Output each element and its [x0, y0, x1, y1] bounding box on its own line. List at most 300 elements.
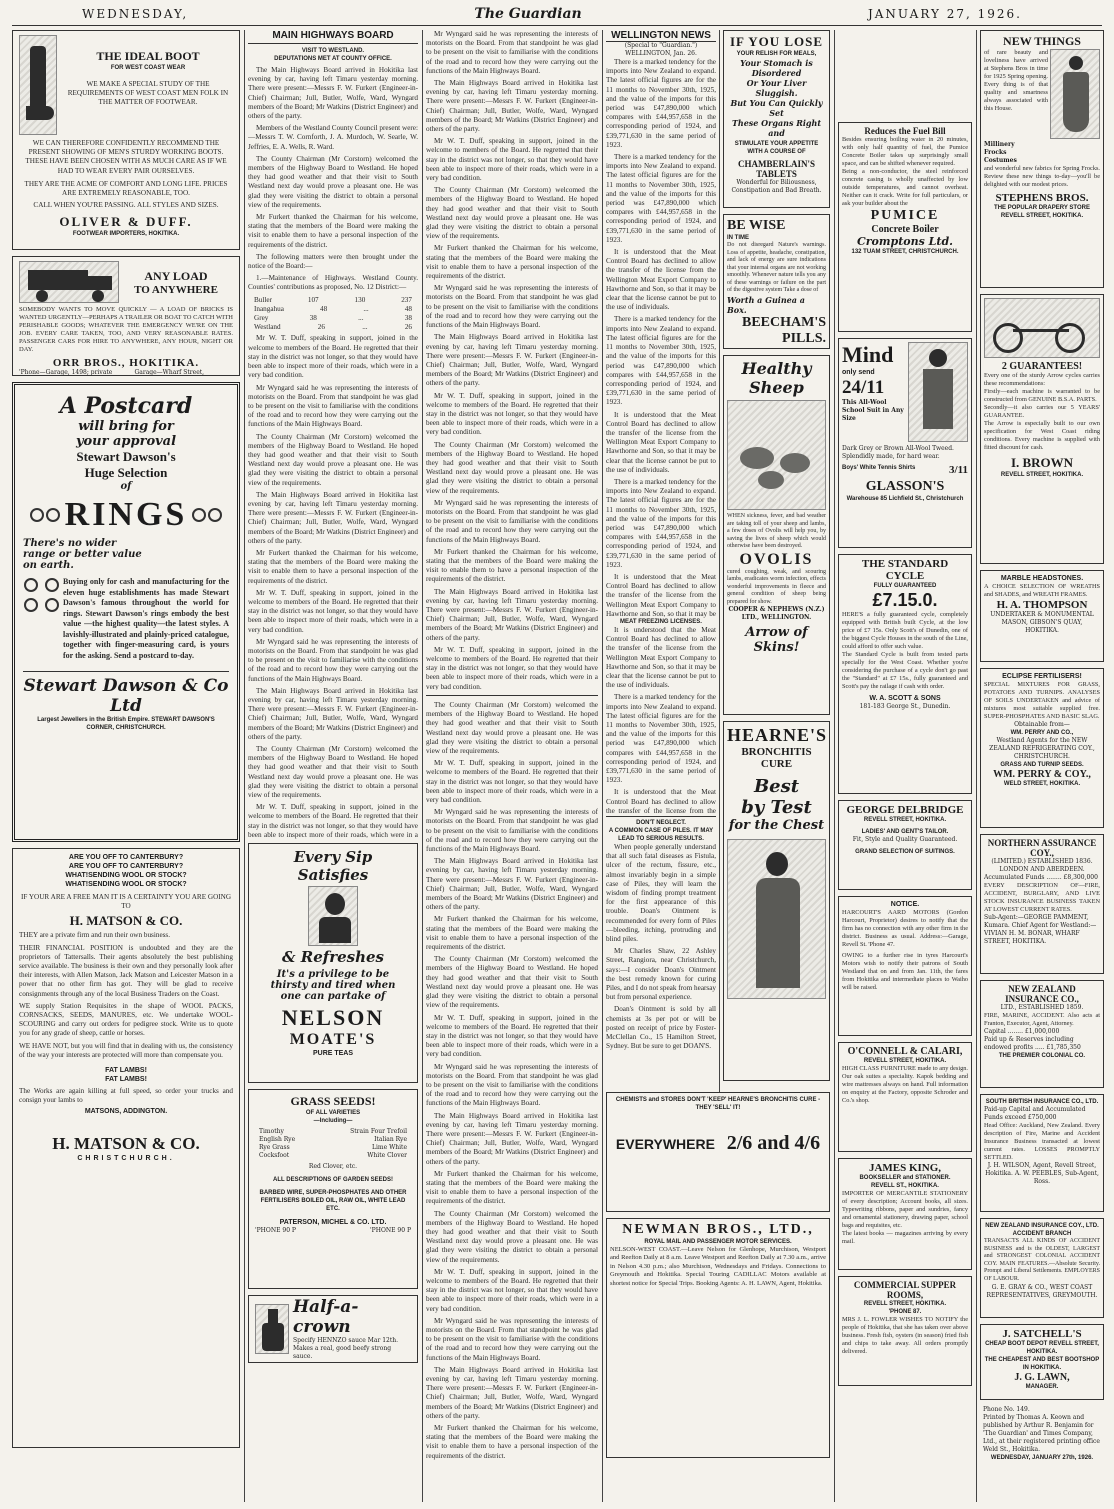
hearnes-ad [723, 721, 830, 1081]
stewart-dawson-logo: Stewart Dawson & Co Ltd [23, 671, 229, 716]
list-item: Cocksfoot [259, 1152, 290, 1160]
nelson-line-2: Satisfies [297, 866, 369, 885]
matson-firm: H. MATSON & CO. [69, 913, 183, 929]
highways-heading: MAIN HIGHWAYS BOARD [248, 30, 418, 44]
cromptons-addr: 132 TUAM STREET, CHRISTCHURCH. [851, 249, 959, 255]
ring-icon [192, 508, 206, 522]
satchell-mgr: MANAGER. [1025, 1384, 1059, 1390]
masthead-day: WEDNESDAY, [82, 7, 189, 21]
column-rule [244, 30, 245, 1502]
ovolis-brand: OVOLIS [739, 550, 814, 568]
arrow-para: Firstly—each machine is warranted to be constructed from GENUINE B.S.A. PARTS. [984, 388, 1100, 403]
thompson-sub: UNDERTAKER & MONUMENTAL MASON, GIBSON'S QUAY, HOKITIKA. [990, 611, 1094, 634]
hearnes-bottom [606, 1092, 830, 1212]
delbridge-addr: REVELL STREET, HOKITIKA. [863, 817, 947, 823]
northern-heading: NORTHERN ASSURANCE COY., [987, 838, 1097, 858]
list-item: Rye Grass [259, 1144, 290, 1152]
notices-ad [838, 896, 972, 1036]
glassons-body: This All-Wool School Suit in Any Size [842, 399, 904, 422]
highways-para: Mr Wyngard said he was representing the interests of motorists on the Board. From that standpoint he was glad to be present on the visit to familiarise with the conditions of the road and to record how they were carrying out the functions of the Main Highways Board. [426, 284, 598, 330]
highways-para: Mr Wyngard said he was representing the interests of motorists on the Board. From that standpoint he was glad to be present on the visit to familiarise with the conditions of the road and to record how they were carrying out the functions of the Main Highways Board. [426, 1316, 598, 1362]
brown-firm: I. BROWN [1010, 455, 1074, 470]
oliver-duff-sub: FOOTWEAR IMPORTERS, HOKITIKA. [72, 231, 180, 238]
ovolis-ad [723, 355, 830, 715]
highways-para: Mr Wyngard said he was representing the interests of motorists on the Board. From that standpoint he was glad to be present on the visit to familiarise with the conditions of the road and to record how they were carrying out the functions of the Main Highways Board. [426, 808, 598, 854]
ovolis-body: WHEN sickness, fever, and bad weather are taking toll of your sheep and lambs, a few doses of Ovolis will help you, by saving the lives of sheep which would otherwise have been destroyed. [727, 513, 826, 549]
satchell-body: THE CHEAPEST AND BEST BOOTSHOP IN HOKITIKA. [984, 1357, 1100, 1371]
table-row: Grey 38 ... 38 [254, 314, 412, 323]
oconnell-sub: REVELL STREET, HOKITIKA. [863, 1058, 947, 1064]
ideal-boot-subtitle: FOR WEST COAST WEAR [110, 65, 186, 71]
wellington-para: It is understood that the Meat Control Board has declined to allow the transfer of the license from the Wellington Meat Export Company to Hawthorne and Son, so that it may be clear that the license cannot be put to the use of individuals. [606, 248, 716, 312]
matson-lead: IF YOUR ARE A FREE MAN IT IS A CERTAINTY YOU ARE GOING TO [20, 893, 232, 911]
nelson-brand: NELSON [281, 1005, 385, 1031]
glassons-firm: GLASSON'S [865, 479, 945, 494]
standard-guaranteed: FULLY GUARANTEED [873, 583, 937, 589]
oconnell-ad [838, 1042, 972, 1152]
northern-agent: Sub-Agent:—GEORGE PAMMENT, Kumara. Chief Agent for Westland:—VIVIAN H. M. BONAR, WHARF STREET, HOKITIKA. [984, 914, 1097, 945]
notice-body: HARCOURT'S AARD MOTORS (Gordon Harcourt, Proprietor) desires to notify that the firm has no connection with any other firm in the district. Business as usual. Address:—Garage, Revell St. 'Phone 47. [842, 909, 968, 948]
highways-para: The following matters were then brought under the notice of the Board:— [248, 252, 418, 271]
sheep-illustration [727, 400, 826, 510]
any-load-ad [12, 256, 240, 376]
grass-title: GRASS SEEDS! [290, 1094, 376, 1109]
oliver-duff-name: OLIVER & DUFF. [59, 214, 193, 230]
sd-line-6: of [120, 481, 132, 492]
list-item: English Rye [259, 1136, 296, 1144]
sd-foot: Largest Jewellers in the British Empire. STEWART DAWSON'S CORNER, CHRISTCHURCH. [37, 717, 215, 731]
oconnell-body: HIGH CLASS FURNITURE made to any design. Our oak suites a speciality. Kapok bedding and wire mattresses always on hand. Full information on enquiry at the Factory, opposite Schroder and Co.'s shop. [842, 1065, 968, 1104]
halfcrown-brand: Half-a-crown [293, 1297, 359, 1338]
sd-line-5: Huge Selection [84, 465, 168, 480]
newman-body: NELSON-WEST COAST.—Leave Nelson for Glenhope, Murchison, Westport and Reefton Daily at 8 a.m. Leave Westport and Reefton Daily at 7.30 a.m., arrive in Nelson 4.30 p.m.; also Murchison, Wednesdays and Fridays. Connections to Greymouth and Hokitika. Special Touring CADILLAC Motors available at shortest notice for Special Trips. Booking Agents: A. H. LAWN, Agent, Hokitika. [610, 1246, 826, 1287]
highways-para: Mr Wyngard said he was representing the interests of motorists on the Board. From that standpoint he was glad to be present on the visit to familiarise with the conditions of the road and to record how they were carrying out the functions of the Main Highways Board. [426, 30, 598, 75]
nzi-capital: Capital ........ £1,000,000 [984, 1028, 1060, 1035]
wellington-para: There is a marked tendency for the imports into New Zealand to expand. The latest official figures are for the 11 months to November 30th, 1925, and the value of the imports for this period was £47,890,000 which compares with £44,957,658 in the corresponding period of 1924, and £39,771,630 in the same period of 1923. [606, 477, 716, 569]
any-load-title: ANY LOAD [144, 268, 208, 283]
eclipse-body: SPECIAL MIXTURES FOR GRASS, POTATOES AND TURNIPS. ANALYSES OF SOILS UNDERTAKEN and advice of mixtures most suitable supplied free. SUPER-PHOSPHATES AND BASIC SLAG. [984, 681, 1100, 720]
beechams-title: BE WISE [727, 218, 786, 233]
northern-london: LONDON AND ABERDEEN. [999, 866, 1085, 873]
matson-city: CHRISTCHURCH. [77, 1155, 175, 1163]
cham-line-5: But You Can Quickly Set [730, 98, 823, 118]
standard-heading: THE STANDARD [861, 558, 949, 570]
thompson-body: A CHOICE SELECTION OF WREATHS and SHADES, and WREATH FRAMES. [984, 583, 1100, 598]
orr-bros-name: ORR BROS., HOKITIKA. [52, 357, 200, 369]
hearnes-bottom-text: CHEMISTS and STORES DON'T 'KEEP' HEARNE'S BRONCHITIS CURE - THEY 'SELL' IT! [615, 1097, 821, 1111]
newman-ad [606, 1218, 830, 1458]
arrow-para: Secondly—it also carries our 5 YEARS' GUARANTEE. [984, 404, 1100, 419]
thompson-heading: MARBLE HEADSTONES. [1000, 575, 1084, 582]
beechams-ad [723, 214, 830, 349]
grass-more: BARBED WIRE, SUPER-PHOSPHATES AND OTHER FERTILISERS BOILED OIL, RAW OIL, WHITE LEAD ETC. [259, 1190, 407, 1213]
table-row: Buller 107 130 237 [254, 295, 412, 304]
highways-para: The County Chairman (Mr Corstorn) welcomed the members of the Highway Board to Westland. He hoped they had good weather and that their visit to South Westland next day would prove a pleasant one. He was glad they were visiting the district to obtain a personal view of the requirements. [426, 440, 598, 495]
sd-line-3: your approval [75, 434, 177, 449]
highways-para: The Main Highways Board arrived in Hokitika last evening by car, having left Timaru yesterday morning. There were present:—Messrs F. W. Furkert (Engineer-in-Chief) Chairman; Jull, Butler, Wolfe, Ward, Wyngard members of the Board; Mr Watkins (District Engineer) and others of the party. [248, 66, 418, 121]
matson-cta: WE supply Station Requisites in the shape of WOOL PACKS, CORNSACKS, SEEDS, MANURES, etc. We undertake WOOL-SCOURING and carry out orders for pedigree stock. Write us to quote you for any grade of sheep, cattle or horses. [19, 1001, 233, 1038]
sd-body: Buying only for cash and manufacturing for the eleven huge establishments has made Stewart Dawson's famous throughout the world for rings. Stewart Dawson's rings embody the best value —the highest quality—the latest styles. A lavishly-illustrated and plainly-priced catalogue, together with finger-measuring card, is yours for the asking. Send a postcard to-day. [63, 577, 229, 660]
list-item: Italian Rye [374, 1136, 407, 1144]
king-heading: JAMES KING, [868, 1162, 942, 1174]
column-3 [426, 30, 598, 1504]
matson-notice: WE HAVE NOT, but you will find that in dealing with us, the consistency of the way your interests are protected will more than compensate you. [19, 1041, 233, 1059]
ring-icon [46, 508, 60, 522]
wellington-para: There is a marked tendency for the imports into New Zealand to expand. The latest official figures are for the 11 months to November 30th, 1925, and the value of the imports for this period was £47,890,000 which compares with £44,957,658 in the corresponding period of 1924, and £39,771,630 in the same period of 1923. [606, 153, 716, 244]
delbridge-heading: GEORGE DELBRIDGE [846, 804, 964, 816]
james-king-ad [838, 1158, 972, 1270]
doans-para: Mr Charles Shaw, 22 Ashley Street, Rangiora, near Christchurch, says:—I consider Doan's Ointment the best remedy known for curing Piles, and I do not speak from hearsay but from personal experience. [606, 947, 716, 1002]
cham-line-4: Or Your Liver Sluggish. [746, 78, 807, 98]
new-things-body: of rare beauty and loveliness have arrived at Stephens Bros in time for 1925 Spring opening. Every thing is of that quality and smartness always associated with this House. [984, 49, 1048, 112]
eclipse-heading: ECLIPSE FERTILISERS! [1002, 673, 1082, 680]
cham-foot: Wonderful for Biliousness, Constipation and Bad Breath. [731, 179, 822, 194]
matson-q3: WHAT!SENDING WOOL OR STOCK? [65, 872, 187, 879]
notice-body-2: OWING to a further rise in tyres Harcourt's Motors wish to notify their patrons of South Westland that on and from Jan. 11th, the fares from Hokitika and intermediate places to Waiho will be raised. [842, 952, 968, 991]
highways-para: The County Chairman (Mr Corstorn) welcomed the members of the Highway Board to Westland. He hoped they had good weather and that their visit to South Westland next day would prove a pleasant one. He was glad they were visiting the district to obtain a personal view of the requirements. [426, 701, 598, 756]
any-load-title-2: TO ANYWHERE [134, 283, 218, 296]
highways-para: Mr Furkert thanked the Chairman for his welcome, stating that the members of the Board were making the visit to enable them to have a personal inspection of the requirements of the district. [426, 244, 598, 281]
ideal-boot-title: THE IDEAL BOOT [96, 49, 200, 63]
chamberlains-ad [723, 30, 830, 208]
list-item: Costumes [984, 157, 1017, 164]
boot-illustration [19, 35, 57, 135]
highways-para: Mr W. T. Duff, speaking in support, joined in the welcome to members of the Board. He regretted that their stay in the district was not longer, so that they would have been able to inspect more of their roads, which were in a very bad condition. [426, 759, 598, 805]
satchell-ad [980, 1324, 1104, 1400]
nzi-heading: NEW ZEALAND INSURANCE CO., [1005, 984, 1079, 1004]
list-item: Millinery [984, 141, 1015, 148]
cham-line-3: Your Stomach is Disordered [740, 58, 813, 78]
column-5 [838, 30, 972, 1504]
standard-heading-2: CYCLE [885, 570, 925, 582]
highways-para: The Main Highways Board arrived in Hokitika last evening by car, having left Timaru yesterday morning. There were present:—Messrs F. W. Furkert (Engineer-in-Chief) Chairman; Jull, Butler, Wolfe, Ward, Wyngard members of the Board; Mr Watkins (District Engineer) and others of the party. [426, 333, 598, 388]
sd-line-2: will bring for [78, 419, 174, 434]
arrow-para: The Arrow is especially built to our own specification for West Coast riding conditions. Every machine is supplied with fitted discount for cash. [984, 420, 1100, 451]
highways-para: Mr Wyngard said he was representing the interests of motorists on the Board. From that standpoint he was glad to be present on the visit to familiarise with the conditions of the road and to record how they were carrying out the functions of the Main Highways Board. [426, 1062, 598, 1108]
highways-para: The County Chairman (Mr Corstorn) welcomed the members of the Highway Board to Westland. He hoped they had good weather and that their visit to South Westland next day would prove a pleasant one. He was glad they were visiting the district to obtain a personal view of the requirements. [248, 154, 418, 209]
highways-para: Mr Wyngard said he was representing the interests of motorists on the Board. From that standpoint he was glad to be present on the visit to familiarise with the conditions of the road and to record how they were carrying out the functions of the Main Highways Board. [248, 637, 418, 683]
ovolis-title: Healthy Sheep [741, 359, 812, 397]
newman-sub: ROYAL MAIL AND PASSENGER MOTOR SERVICES. [644, 1239, 792, 1245]
highways-para: Mr Wyngard said he was representing the interests of motorists on the Board. From that standpoint he was glad to be present on the visit to familiarise with the conditions of the road and to record how they were carrying out the functions of the Main Highways Board. [426, 498, 598, 544]
ideal-boot-ad [12, 30, 240, 250]
highways-para: Mr Furkert thanked the Chairman for his welcome, stating that the members of the Board were making the visit to enable them to have a personal inspection of the requirements of the district. [248, 213, 418, 249]
commercial-body: MRS J. L. FOWLER WISHES TO NOTIFY the people of Hokitika, that she has taken over above business. Fresh fish, oysters (in season) fried fish and chips to take away. All orders promptly delivered. [842, 1316, 968, 1355]
glassons-mind: Mind [842, 342, 894, 367]
ring-icon [30, 508, 44, 522]
sb-body: Head Office: Auckland, New Zealand. Every description of Fire, Marine and Accident Insurance Business transacted at lowest current rates. LOSSES PROMPTLY SETTLED. [984, 1122, 1100, 1161]
hearnes-line-4: by Test [741, 797, 812, 818]
boy-illustration [908, 342, 968, 442]
stewart-dawson-ad [12, 382, 240, 842]
doans-para: Doan's Ointment is sold by all chemists at 3s per pot or will be posted on receipt of price by Foster-McClellan Co., 15 Hamilton Street, Sydney. But be sure to get DOAN'S. [606, 1005, 716, 1051]
brown-addr: REVELL STREET, HOKITIKA. [1000, 472, 1084, 478]
glassons-ad [838, 338, 972, 548]
column-1 [12, 30, 240, 1504]
delbridge-trade: LADIES' AND GENT'S TAILOR. [861, 829, 949, 835]
paterson-phone-1: 'PHONE 90 P [255, 1227, 296, 1235]
list-item: Frocks [984, 149, 1007, 156]
highways-para: Mr Furkert thanked the Chairman for his welcome, stating that the members of the Board were making the visit to enable them to have a personal inspection of the requirements of the district. [426, 915, 598, 952]
nz-insurance-ad [980, 980, 1104, 1088]
sb-capital: Paid-up Capital and Accumulated Funds exceed £750,000 [984, 1106, 1086, 1121]
delbridge-selection: GRAND SELECTION OF SUITINGS. [855, 849, 955, 855]
hearnes-everywhere: EVERYWHERE [615, 1135, 715, 1152]
glassons-price: 24/11 [842, 377, 885, 398]
column-rule [834, 30, 835, 1502]
ring-icon [208, 508, 222, 522]
delbridge-fit: Fit, Style and Quality Guaranteed. [852, 836, 958, 843]
new-things-ad [980, 30, 1104, 288]
nzi-colonial: THE PREMIER COLONIAL CO. [998, 1053, 1086, 1059]
wellington-sub: MEAT FREEZING LICENSES. [620, 619, 702, 625]
standard-cycle-ad [838, 554, 972, 794]
highways-para: The Main Highways Board arrived in Hokitika last evening by car, having left Timaru yesterday morning. There were present:—Messrs F. W. Furkert (Engineer-in-Chief) Chairman; Jull, Butler, Wolfe, Ward, Wyngard members of the Board; Mr Watkins (District Engineer) and others of the party. [426, 857, 598, 912]
northern-ad [980, 834, 1104, 974]
thompson-firm: H. A. THOMPSON [996, 599, 1088, 611]
matson-q2: ARE YOU OFF TO CANTERBURY? [68, 863, 184, 870]
grass-selection: ALL DESCRIPTIONS OF GARDEN SEEDS! [273, 1177, 393, 1184]
sd-line-4: Stewart Dawson's [76, 449, 176, 464]
bicycle-illustration [984, 298, 1100, 358]
standard-body-2: The Standard Cycle is built from tested parts specially for the West Coast. Whether you're considering the purchase of a cycle don't go past the "Standard" at £7 15s., fully guaranteed and Scott's pay the railage if cash with order. [842, 651, 968, 690]
column-rule [602, 30, 603, 1502]
satchell-firm: J. G. LAWN, [1014, 1372, 1070, 1383]
doans-para: When people generally understand that all such fatal diseases as Fistula, ulcer of the rectum, fissure, etc., almost invariably begin in a simple case of Piles, they will learn the wisdom of finding prompt treatment for the first appearance of this trouble. Doan's Ointment is recommended for every form of Piles—bleeding, itching, protruding and blind piles. [606, 843, 716, 944]
imprint-date: WEDNESDAY, JANUARY 27th, 1926. [990, 1455, 1094, 1461]
list-item: Lime White [372, 1144, 407, 1152]
scott-addr: 181-183 George St., Dunedin. [859, 703, 951, 710]
orr-bros-garage: Garage—Wharf Street, [134, 369, 205, 376]
nzic-body: TRANSACTS ALL KINDS OF ACCIDENT BUSINESS and is the OLDEST, LARGEST and STRONGEST COLONIAL ACCIDENT COY. MAIN FEATURES.—Absolute Security. Prompt and Liberal Settlements. EMPLOYERS OF LABOUR. [984, 1238, 1100, 1282]
column-rule [976, 30, 977, 1502]
hearnes-line-3: Best [753, 776, 800, 797]
highways-para: Mr Furkert thanked the Chairman for his welcome, stating that the members of the Board were making the visit to enable them to have a personal inspection of the requirements of the district. [426, 1424, 598, 1460]
pumice-title: Reduces the Fuel Bill [864, 126, 946, 136]
northern-desc: EVERY DESCRIPTION OF—FIRE, ACCIDENT, BURGLARY, AND LIVE STOCK INSURANCE BUSINESS TAKEN AT LOWEST CURRENT RATES. [984, 882, 1100, 913]
eclipse-firm-2: WM. PERRY & COY., [993, 769, 1091, 780]
wellington-para: There is a marked tendency for the imports into New Zealand to expand. The latest official figures are for the 11 months to November 30th, 1925, and the value of the imports for this period was £47,890,000 which compares with £44,957,658 in the corresponding period of 1924, and £39,771,630 in the same period of 1923. [606, 315, 716, 407]
nzic-agent: G. E. GRAY & CO., WEST COAST REPRESENTATIVES, GREYMOUTH. [986, 1283, 1098, 1299]
stephens-addr: REVELL STREET, HOKITIKA. [1000, 213, 1084, 219]
column-6 [980, 30, 1104, 1504]
masthead [12, 6, 1102, 26]
any-load-body: SOMEBODY WANTS TO MOVE QUICKLY — A LOAD OF BRICKS IS WANTED URGENTLY—PERHAPS A TRAILER OR BOAT TO CATCH WITH PERISHABLE GOODS; WHATEVER THE EMERGENCY WE'RE ON THE JOB. EVERY CARE TAKEN, TOO, AND VERY REASONABLE RATES. PASSENGER CARS FOR HIRE TO ANYWHERE, ANY HOUR, NIGHT OR DAY. [19, 306, 233, 353]
south-british-ad [980, 1094, 1104, 1212]
matson-works: The Works are again killing at full speed, so order your trucks and consign your lambs to [19, 1087, 233, 1105]
ring-icon [24, 598, 38, 612]
highways-para: The Main Highways Board arrived in Hokitika last evening by car, having left Timaru yesterday morning. There were present:—Messrs F. W. Furkert (Engineer-in-Chief) Chairman; Jull, Butler, Wolfe, Ward, Wyngard members of the Board; Mr Watkins (District Engineer) and others of the party. [426, 587, 598, 642]
arrow-heading: 2 GUARANTEES! [1001, 361, 1083, 372]
matson-q4: WHAT!SENDING WOOL OR STOCK? [65, 881, 187, 888]
beechams-sub: IN TIME [727, 235, 749, 241]
singer-illustration [727, 839, 826, 999]
nzi-body: FIRE, MARINE, ACCIDENT. Also acts at Franton, Executor, Agent, Attorney. [984, 1012, 1100, 1027]
doans-sub: A COMMON CASE OF PILES. IT MAY LEAD TO SERIOUS RESULTS. [608, 828, 714, 842]
ring-icon [24, 578, 38, 592]
highways-para: Mr W. T. Duff, speaking in support, joined in the welcome to members of the Board. He regretted that their stay in the district was not longer, so that they would have been able to inspect more of their roads, which were in a very bad condition. [248, 334, 418, 380]
pumice-body-2: Being a non-conductor, the steel reinforced concrete casing is wholly unaffected by low outside temperatures, and cannot overheat. Neither can it crack. Write for full particulars, or ask your builder about the [842, 168, 968, 207]
highways-para: Mr W. T. Duff, speaking in support, joined in the welcome to members of the Board. He regretted that their stay in the district was not longer, so that they would have been able to inspect more of their roads, which were in a very bad condition. [426, 137, 598, 183]
cromptons-firm: Cromptons Ltd. [857, 235, 953, 248]
hearnes-line-5: for the Chest [728, 818, 825, 833]
ideal-boot-body-4: CALL WHEN YOU'RE PASSING. ALL STYLES AND SIZES. [33, 201, 219, 210]
ring-icon [45, 578, 59, 592]
highways-sub-2: DEPUTATIONS MET AT COUNTY OFFICE. [274, 56, 392, 62]
nelson-brand-2: MOATE'S [289, 1031, 377, 1049]
nelson-line-3: & Refreshes [281, 948, 384, 967]
imprint [980, 1406, 1104, 1462]
commercial-phone: 'PHONE 87. [888, 1309, 922, 1315]
fat-lambs-2: FAT LAMBS! [105, 1076, 147, 1084]
list-item: White Clover [367, 1152, 407, 1160]
eclipse-agents: Westland Agents for the NEW ZEALAND REFRIGERATING COY., CHRISTCHURCH. [989, 737, 1095, 760]
beechams-worth: Worth a Guinea a Box. [727, 294, 805, 315]
matson-intro: THEY are a private firm and run their own business. [19, 931, 171, 940]
glassons-boys-price: 3/11 [949, 464, 968, 476]
ideal-boot-body-2: WE CAN THEREFORE CONFIDENTLY RECOMMEND THE PRESENT SHOWING OF MEN'S STURDY WORKING BOOTS. THESE HAVE BEEN CHOSEN WITH AS MUCH CARE AS IF WE HAD TO WEAR EVERY PAIR OURSELVES. [25, 139, 227, 175]
cham-line-2: YOUR RELISH FOR MEALS, [736, 51, 817, 57]
arrow-cycles-ad [980, 294, 1104, 564]
wellington-para: It is understood that the Meat Control Board has declined to allow the transfer of the license from the [606, 788, 716, 815]
highways-para: Mr Furkert thanked the Chairman for his welcome, stating that the members of the Board were making the visit to enable them to have a personal inspection of the requirements of the district. [426, 547, 598, 584]
king-addr: REVELL ST., HOKITIKA. [871, 1183, 939, 1189]
ideal-boot-body-1: WE MAKE A SPECIAL STUDY OF THE REQUIREMENTS OF WEST COAST MEN FOLK IN THE MATTER OF FOOTWEAR. [67, 80, 229, 107]
highways-table [254, 296, 412, 333]
highways-para: The Main Highways Board arrived in Hokitika last evening by car, having left Timaru yesterday morning. There were present:—Messrs F. W. Furkert (Engineer-in-Chief) Chairman; Jull, Butler, Wolfe, Ward, Wyngard members of the Board; Mr Watkins (District Engineer) and others of the party. [248, 490, 418, 545]
grass-sub: OF ALL VARIETIES [305, 1110, 361, 1117]
imprint-body: Printed by Thomas A. Keown and published by Arthur R. Benjamin for 'The Guardian' and Times Company, Ltd., at their registered printing office Weld St., Hokitika. [983, 1414, 1100, 1453]
halfcrown-note: Specify HENNZO sauce Mar 12th. Makes a real, good beefy strong sauce. [293, 1337, 399, 1361]
nelson-moates-ad [248, 843, 418, 1083]
king-body: IMPORTER OF MERCANTILE STATIONERY of every description; Account books, all sizes. Typewriting ribbons, paper and sundries, fancy and ornamental stationery, drawing paper, school bags and requisites, etc. [842, 1190, 968, 1229]
new-things-tail: and wonderful new fabrics for Spring Frocks. Review these new things to-day—you'll be delighted with our modest prices. [984, 165, 1100, 188]
nelson-body: It's a privilege to be thirsty and tired when one can partake of [270, 969, 396, 1003]
table-row: Westland 26 ... 26 [254, 323, 412, 332]
satchell-heading: J. SATCHELL'S [1002, 1328, 1082, 1340]
nelson-line-1: Every Sip [293, 848, 373, 867]
eclipse-firm-1: WM. PERRY AND CO., [1010, 730, 1074, 736]
standard-body: HERE'S a fully guaranteed cycle, completely equipped with British built Cycle, at the low price of £7 15s. Only Scott's of Dunedin, one of the biggest Cycle Houses in the south of the Line, could afford to offer such value. [842, 611, 968, 650]
satchell-sub: CHEAP BOOT DEPOT REVELL STREET, HOKITIKA. [985, 1341, 1099, 1355]
matson-ad [12, 848, 240, 1448]
highways-para: Mr W. T. Duff, speaking in support, joined in the welcome to members of the Board. He regretted that their stay in the district was not longer, so that they would have been able to inspect more of their roads, which were in a very bad condition. [248, 588, 418, 634]
highways-para: Mr W. T. Duff, speaking in support, joined in the welcome to members of the Board. He regretted that their stay in the district was not longer, so that they would have been able to inspect more of their roads, which were in a [248, 803, 418, 839]
ovolis-agent: COOPER & NEPHEWS (N.Z.) LTD., WELLINGTON. [728, 606, 825, 621]
ovolis-body-2: cured coughing, weak, and scouring lambs, eradicates worm infection, effects wonderful improvements in fleece and general condition of sheep being prepared for show. [727, 568, 826, 605]
wellington-byline: (Special to "Guardian.") [624, 42, 698, 49]
matson-to: MATSONS, ADDINGTON. [84, 1108, 168, 1116]
highways-para: The County Chairman (Mr Corstorn) welcomed the members of the Highway Board to Westland. He hoped they had good weather and that their visit to South Westland next day would prove a pleasant one. He was glad they were visiting the district to obtain a personal view of the requirements. [426, 955, 598, 1010]
highways-para: Mr Furkert thanked the Chairman for his welcome, stating that the members of the Board were making the visit to enable them to have a personal inspection of the requirements of the district. [426, 1169, 598, 1206]
list-item: Timothy [259, 1128, 284, 1136]
sd-line-1: A Postcard [59, 393, 193, 419]
nzic-sub: ACCIDENT BRANCH [1012, 1231, 1072, 1237]
highways-para: The County Chairman (Mr Corstorn) welcomed the members of the Highway Board to Westland. He hoped they had good weather and that their visit to South Westland next day would prove a pleasant one. He was glad they were visiting the district to obtain a personal view of the requirements. [426, 186, 598, 241]
column-rule [422, 30, 423, 1502]
pumice-ad [838, 122, 972, 332]
matson-body: THEIR FINANCIAL POSITION is undoubted and they are the proprietors of Tattersalls. Their agents absolutely the best publishing service available. The business is their own and they personally look after their interests, with Allen Matson, Jack Matson and Leicester Matson in a power that no other firm has got. They will be glad to receive consignments through any of the local Business Traders on the Coast. [19, 943, 233, 998]
northern-funds: Accumulated Funds ........ £8,300,000 [984, 874, 1098, 881]
nzic-heading: NEW ZEALAND INSURANCE COY., LTD. [985, 1223, 1099, 1229]
cham-brand: CHAMBERLAIN'S TABLETS [737, 159, 815, 179]
thompson-ad [980, 570, 1104, 662]
paterson-phone-2: 'PHONE 90 P [370, 1227, 411, 1235]
highways-para: Mr W. T. Duff, speaking in support, joined in the welcome to members of the Board. He regretted that their stay in the district was not longer, so that they would have been able to inspect more of their roads, which were in a very bad condition. [426, 645, 598, 690]
pumice-brand-2: Concrete Boiler [871, 224, 939, 235]
wellington-para: It is understood that the Meat Control Board has declined to allow the transfer of the license from the Wellington Meat Export Company to Hawthorne and Son, so that it may be [606, 572, 716, 618]
highways-para: Members of the Westland County Council present were:—Messrs T. W. Cornforth, J. A. Murdoch, W. Searle, W. Jeffries, E. A. Wells, R. Ward. [248, 124, 418, 151]
highways-para: Mr Wyngard said he was representing the interests of motorists on the Board. From that standpoint he was glad to be present on the visit to familiarise with the conditions of the road and to record how they were carrying out the functions of the Main Highways Board. [248, 383, 418, 429]
man-drinking-illustration [308, 886, 358, 946]
nzi-sub: LTD., ESTABLISHED 1859. [1000, 1004, 1084, 1011]
stephens-sub: THE POPULAR DRAPERY STORE [994, 205, 1090, 211]
scott-firm: W. A. SCOTT & SONS [869, 695, 941, 702]
highways-para: The County Chairman (Mr Corstorn) welcomed the members of the Highway Board to Westland. He hoped they had good weather and that their visit to South Westland next day would prove a pleasant one. He was glad they were visiting the district to obtain a personal view of the requirements. [426, 1209, 598, 1264]
wellington-para: It is understood that the Meat Control Board has declined to allow the transfer of the license from the Wellington Meat Export Company to Hawthorne and Son, so that it may be clear that the license cannot be put to the use of individuals. [606, 626, 716, 690]
doans-heading: DON'T NEGLECT. [606, 816, 716, 827]
fat-lambs-1: FAT LAMBS! [105, 1067, 147, 1075]
newman-heading: NEWMAN BROS., LTD., [622, 1222, 814, 1237]
halfcrown-ad [248, 1295, 418, 1363]
eclipse-obtainable: Obtainable from— [1014, 721, 1070, 728]
rings-heading: RINGS [64, 496, 188, 533]
highways-sub: VISIT TO WESTLAND. [301, 48, 365, 54]
wellington-para: There is a marked tendency for the imports into New Zealand to expand. The latest official figures are for the 11 months to November 30th, 1925, and the value of the imports for this period was £47,890,000 which compares with £44,957,658 in the corresponding period of 1924, and £39,771,630 in the same period of 1923. [606, 58, 716, 149]
hearnes-line-2: BRONCHITIS CURE [741, 746, 812, 770]
matson-big-name: H. MATSON & CO. [52, 1134, 200, 1154]
orr-bros-phone: 'Phone—Garage, 1498; private [19, 369, 113, 376]
highways-para: Mr W. T. Duff, speaking in support, joined in the welcome to members of the Board. He regretted that their stay in the district was not longer, so that they would have been able to inspect more of their roads, which were in a very bad condition. [426, 1267, 598, 1313]
king-tail: The latest books — magazines arriving by every mail. [842, 1230, 968, 1245]
highways-para: The Main Highways Board arrived in Hokitika last evening by car, having left Timaru yesterday morning. There were present:—Messrs F. W. Furkert (Engineer-in-Chief) Chairman; Jull, Butler, Wolfe, Ward, Wyngard members of the Board; Mr Watkins (District Engineer) and others of the party. [426, 1365, 598, 1420]
imprint-phone: Phone No. 149. [983, 1406, 1030, 1413]
wellington-para: There is a marked tendency for the imports into New Zealand to expand. The latest official figures are for the 11 months to November 30th, 1925, and the value of the imports for this period was £47,890,000 which compares with £44,957,658 in the corresponding period of 1924, and £39,771,630 in the same period of 1923. [606, 693, 716, 785]
highways-para: The Main Highways Board arrived in Hokitika last evening by car, having left Timaru yesterday morning. There were present:—Messrs F. W. Furkert (Engineer-in-Chief) Chairman; Jull, Butler, Wolfe, Ward, Wyngard members of the Board; Mr Watkins (District Engineer) and others of the party. [426, 1111, 598, 1166]
glassons-only: only send [842, 369, 875, 376]
new-things-heading: NEW THINGS [1003, 34, 1081, 48]
table-row: Inangahua 48 ... 48 [254, 304, 412, 313]
wellington-para: It is understood that the Meat Control Board has declined to allow the transfer of the license from the Wellington Meat Export Company to Hawthorne and Son, so that it may be clear that the license cannot be put to the use of individuals. [606, 410, 716, 474]
eclipse-seed: GRASS AND TURNIP SEEDS. [1000, 762, 1084, 768]
highways-para: 1.—Maintenance of Highways. Westland County. Counties' contributions as proposed, No. 12 District:— [248, 274, 418, 292]
highways-para: The County Chairman (Mr Corstorn) welcomed the members of the Highway Board to Westland. He hoped they had good weather and that their visit to South Westland next day would prove a pleasant one. He was glad they were visiting the district to obtain a personal view of the requirements. [248, 432, 418, 487]
notice-heading: NOTICE. [890, 901, 920, 908]
lady-illustration [1050, 49, 1100, 139]
masthead-date: JANUARY 27, 1926. [867, 7, 1022, 21]
highways-para: The County Chairman (Mr Corstorn) welcomed the members of the Highway Board to Westland. He hoped they had good weather and that their visit to South Westland next day would prove a pleasant one. He was glad they were visiting the district to obtain a personal view of the requirements. [248, 745, 418, 800]
pumice-body: Besides ensuring boiling water in 20 minutes, with only half quantity of fuel, the Pumice Concrete Boiler takes up surprisingly small space, and can be shifted whenever required. [842, 136, 968, 167]
ovolis-foot: Arrow of Skins! [745, 625, 808, 655]
cham-line-8: WITH A COURSE OF [747, 149, 806, 155]
column-2 [248, 30, 418, 1504]
eclipse-ad [980, 668, 1104, 828]
arrow-para: Every one of the sturdy Arrow cycles carries these recommendations: [984, 372, 1100, 387]
highways-para: Mr W. T. Duff, speaking in support, joined in the welcome to members of the Board. He regretted that their stay in the district was not longer, so that they would have been able to inspect more of their roads, which were in a very bad condition. [426, 391, 598, 437]
oconnell-heading: O'CONNELL & CALARI, [847, 1046, 963, 1057]
nz-ins-coy-ad [980, 1218, 1104, 1318]
sd-tagline: There's no wider range or better value on earth. [23, 538, 142, 571]
list-item: Strain Four Trefoil [350, 1128, 407, 1136]
northern-sub: (LIMITED.) ESTABLISHED 1836. [991, 858, 1093, 865]
beechams-brand: BEECHAM'S PILLS. [741, 314, 826, 346]
commercial-ad [838, 1276, 972, 1386]
paterson-firm: PATERSON, MICHEL & CO. LTD. [279, 1219, 387, 1227]
wellington-heading: WELLINGTON NEWS [606, 30, 716, 42]
truck-illustration [19, 261, 119, 303]
matson-q1: ARE YOU OFF TO CANTERBURY? [68, 854, 184, 861]
glassons-boys: Boys' White Tennis Shirts [842, 465, 916, 471]
